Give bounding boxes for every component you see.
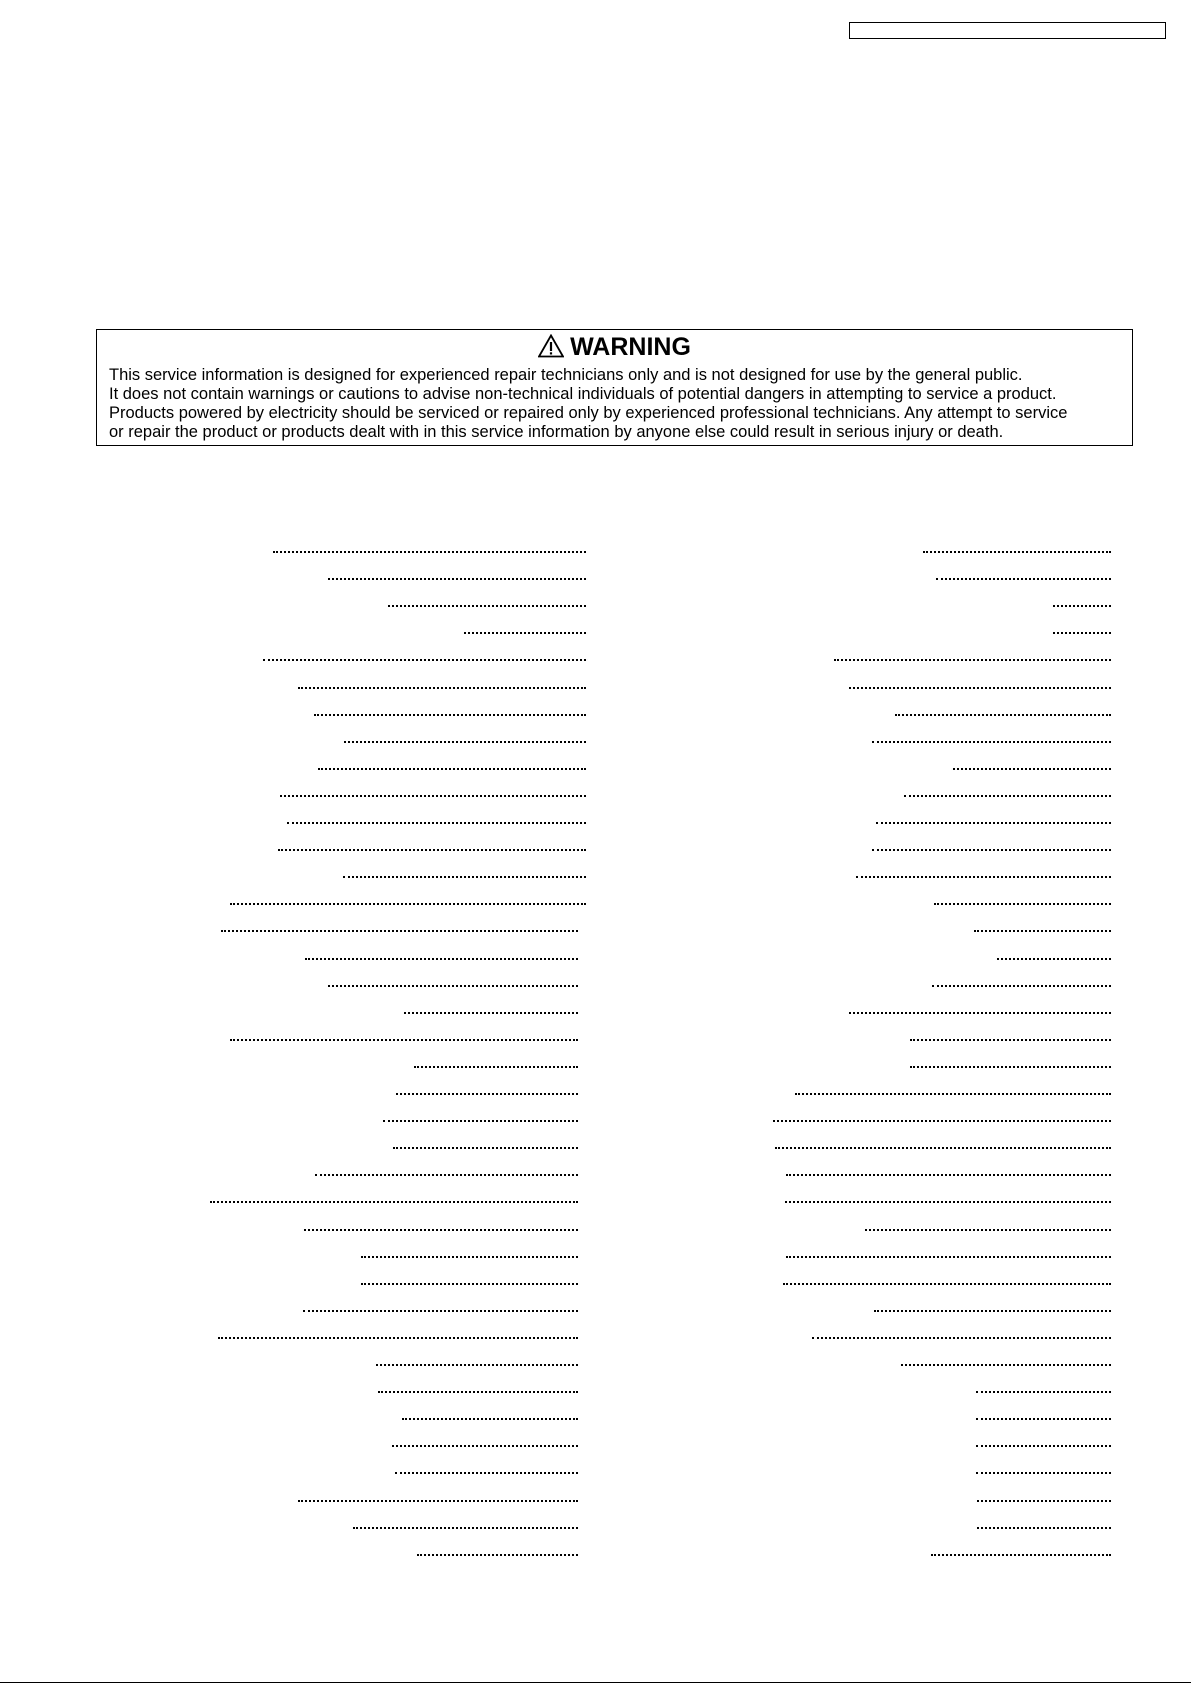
right-toc-leader [910,1066,1111,1068]
left-toc-leader [263,659,586,661]
right-toc-leader [876,822,1111,824]
right-toc-leader [773,1120,1111,1122]
left-toc-leader [344,741,586,743]
warning-title [97,332,1132,365]
left-toc-leader [280,795,586,797]
right-toc-leader [904,795,1111,797]
right-toc-leader [812,1337,1111,1339]
right-toc-leader [1053,605,1111,607]
left-toc-leader [314,714,586,716]
warning-line: or repair the product or products dealt with in this service information by anyone else could result in serious injury or death. [109,423,1004,441]
left-toc-leader [303,1310,578,1312]
right-toc-leader [849,687,1111,689]
left-toc-leader [361,1256,578,1258]
right-toc-leader [976,1445,1111,1447]
left-toc-leader [361,1283,578,1285]
right-toc-leader [976,1472,1111,1474]
right-toc-leader [977,1527,1111,1529]
left-toc-leader [318,768,586,770]
left-toc-leader [305,958,578,960]
left-toc-leader [396,1093,578,1095]
left-toc-leader [378,1391,578,1393]
right-toc-leader [795,1093,1111,1095]
left-toc-leader [287,822,586,824]
left-toc-leader [218,1337,578,1339]
warning-text [109,366,1067,442]
right-toc-leader [934,903,1111,905]
right-toc-leader [849,1012,1111,1014]
right-toc-leader [997,958,1111,960]
right-toc-leader [910,1039,1111,1041]
right-toc-leader [976,1391,1111,1393]
left-toc-leader [230,1039,578,1041]
right-toc-leader [834,659,1111,661]
right-toc-leader [976,1418,1111,1420]
left-toc-leader [328,985,578,987]
warning-line: This service information is designed for experienced repair technicians only and is not designed for use by the general public. [109,366,1023,384]
right-toc-leader [923,551,1111,553]
right-toc-leader [785,1201,1111,1203]
order-number-box [849,22,1166,39]
left-toc-leader [414,1066,578,1068]
warning-box [96,329,1133,446]
right-toc-leader [901,1364,1111,1366]
left-toc-leader [417,1554,578,1556]
right-toc-leader [865,1229,1111,1231]
right-toc-leader [856,876,1111,878]
left-toc-leader [395,1472,578,1474]
left-toc-leader [278,849,586,851]
left-toc-leader [210,1201,578,1203]
left-toc-leader [402,1418,578,1420]
warning-line: It does not contain warnings or cautions to advise non-technical individuals of potential dangers in attempting to service a product. [109,385,1057,403]
bottom-rule [0,1682,1191,1683]
warning-line: Products powered by electricity should be serviced or repaired only by experienced professional technicians. Any attempt to service [109,404,1068,422]
right-toc-leader [974,930,1111,932]
right-toc-leader [953,768,1111,770]
right-toc-leader [874,1310,1111,1312]
left-toc-leader [464,632,586,634]
right-toc-leader [786,1256,1111,1258]
left-toc-leader [328,578,586,580]
left-toc-leader [221,930,578,932]
warning-triangle-icon [538,334,564,365]
right-toc-leader [872,741,1111,743]
right-toc-leader [932,985,1111,987]
left-toc-leader [343,876,586,878]
right-toc-leader [1053,632,1111,634]
right-toc-leader [786,1174,1111,1176]
left-toc-leader [383,1120,578,1122]
left-toc-leader [388,605,586,607]
left-toc-leader [298,687,586,689]
right-toc-leader [872,849,1111,851]
right-toc-leader [775,1147,1111,1149]
left-toc-leader [315,1174,578,1176]
right-toc-leader [783,1283,1111,1285]
left-toc-leader [392,1445,578,1447]
right-toc-leader [895,714,1111,716]
left-toc-leader [393,1147,578,1149]
left-toc-leader [230,903,586,905]
left-toc-leader [298,1500,578,1502]
right-toc-leader [936,578,1111,580]
warning-title-text: WARNING [570,333,691,361]
left-toc-leader [353,1527,578,1529]
right-toc-leader [977,1500,1111,1502]
left-toc-leader [304,1229,578,1231]
left-toc-leader [273,551,586,553]
right-toc-leader [931,1554,1111,1556]
left-toc-leader [376,1364,578,1366]
left-toc-leader [404,1012,578,1014]
